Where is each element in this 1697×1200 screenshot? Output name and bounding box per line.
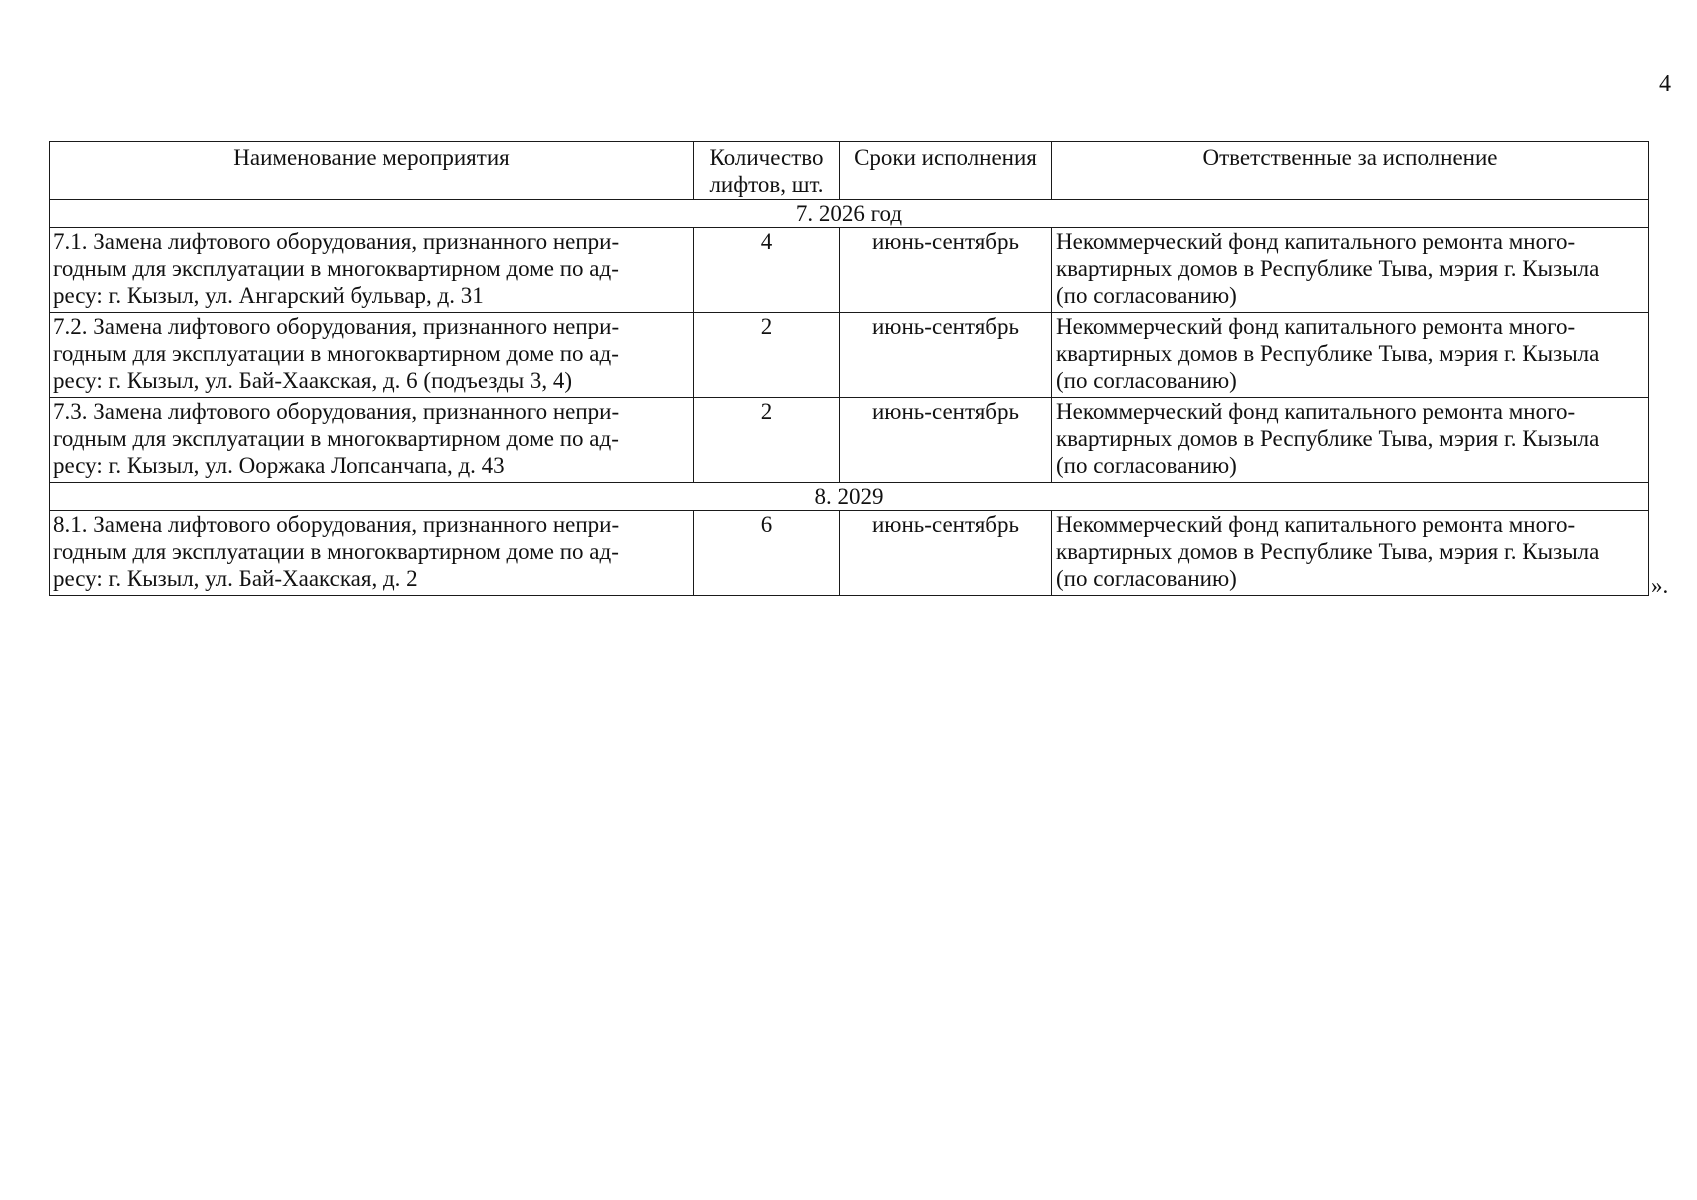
cell-term: июнь-сентябрь xyxy=(840,228,1052,313)
table-row xyxy=(50,511,1649,596)
lift-replacement-table xyxy=(49,141,1649,596)
header-responsible: Ответственные за исполнение xyxy=(1052,142,1649,200)
cell-responsible: Некоммерческий фонд капитального ремонта много- квартирных домов в Республике Тыва, мэрия г. Кызыла (по согласованию) xyxy=(1052,398,1649,483)
cell-term: июнь-сентябрь xyxy=(840,511,1052,596)
table-header-row xyxy=(50,142,1649,200)
section-title: 8. 2029 xyxy=(50,483,1649,511)
cell-name: 7.3. Замена лифтового оборудования, признанного непри- годным для эксплуатации в многоквартирном доме по ад- ресу: г. Кызыл, ул. Ооржака Лопсанчапа, д. 43 xyxy=(50,398,694,483)
page-number: 4 xyxy=(1659,71,1671,97)
cell-count: 2 xyxy=(694,313,840,398)
cell-name: 7.1. Замена лифтового оборудования, признанного непри- годным для эксплуатации в многоквартирном доме по ад- ресу: г. Кызыл, ул. Ангарский бульвар, д. 31 xyxy=(50,228,694,313)
cell-term: июнь-сентябрь xyxy=(840,398,1052,483)
closing-quote: ». xyxy=(1651,573,1669,598)
section-row xyxy=(50,483,1649,511)
cell-count: 2 xyxy=(694,398,840,483)
cell-count: 6 xyxy=(694,511,840,596)
header-count: Количество лифтов, шт. xyxy=(694,142,840,200)
cell-responsible: Некоммерческий фонд капитального ремонта много- квартирных домов в Республике Тыва, мэрия г. Кызыла (по согласованию) xyxy=(1052,313,1649,398)
table-row xyxy=(50,313,1649,398)
header-name: Наименование мероприятия xyxy=(50,142,694,200)
cell-name: 8.1. Замена лифтового оборудования, признанного непри- годным для эксплуатации в многоквартирном доме по ад- ресу: г. Кызыл, ул. Бай-Хаакская, д. 2 xyxy=(50,511,694,596)
table-row xyxy=(50,398,1649,483)
cell-responsible: Некоммерческий фонд капитального ремонта много- квартирных домов в Республике Тыва, мэрия г. Кызыла (по согласованию) xyxy=(1052,228,1649,313)
cell-count: 4 xyxy=(694,228,840,313)
cell-term: июнь-сентябрь xyxy=(840,313,1052,398)
table-row xyxy=(50,228,1649,313)
section-title: 7. 2026 год xyxy=(50,200,1649,228)
cell-name: 7.2. Замена лифтового оборудования, признанного непри- годным для эксплуатации в многоквартирном доме по ад- ресу: г. Кызыл, ул. Бай-Хаакская, д. 6 (подъезды 3, 4) xyxy=(50,313,694,398)
cell-responsible: Некоммерческий фонд капитального ремонта много- квартирных домов в Республике Тыва, мэрия г. Кызыла (по согласованию) xyxy=(1052,511,1649,596)
section-row xyxy=(50,200,1649,228)
header-term: Сроки исполнения xyxy=(840,142,1052,200)
